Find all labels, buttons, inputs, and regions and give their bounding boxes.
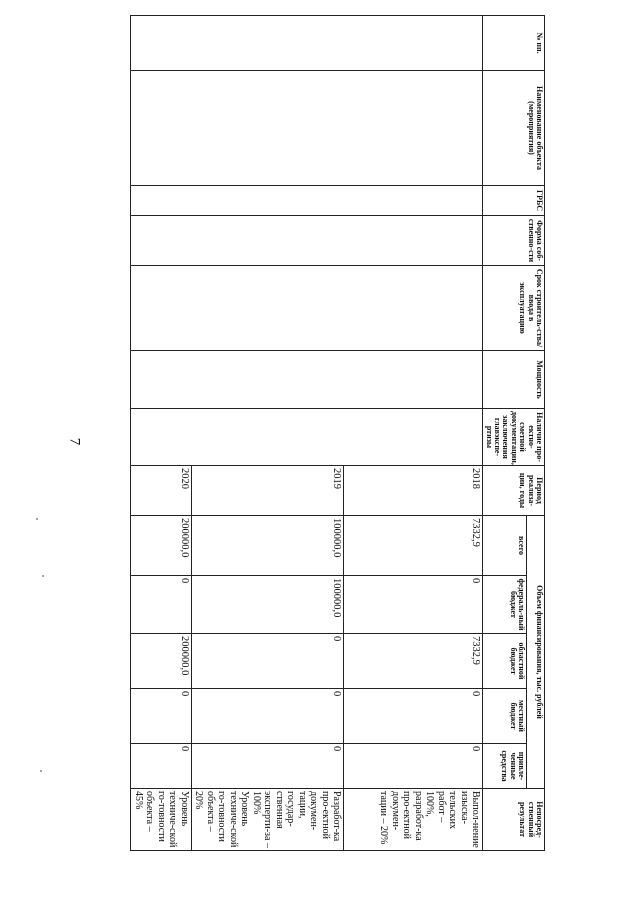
cell-federal: 100000,0	[191, 576, 344, 634]
col-header-total: всего	[483, 516, 527, 576]
col-header-period: Период реализа-ции, годы	[483, 466, 545, 516]
cell-private: 0	[131, 744, 192, 789]
scan-speck	[40, 770, 42, 772]
cell-num	[131, 16, 483, 71]
col-header-local: местный бюджет	[483, 689, 527, 744]
cell-total: 200000,0	[131, 516, 192, 576]
col-header-federal: федераль-ный бюджет	[483, 576, 527, 634]
col-header-regional: областной бюджет	[483, 634, 527, 689]
cell-year: 2020	[131, 466, 192, 516]
page-number: 7	[66, 437, 83, 446]
col-header-grbs: ГРБС	[483, 186, 545, 216]
cell-result: Разработ-ка про-ектной докумен-тации, государ-ственная эксперти-за – 100% Уровень техниче-ской го-товности объекта – 20%	[191, 789, 344, 851]
cell-total: 7332,9	[344, 516, 483, 576]
cell-federal: 0	[131, 576, 192, 634]
table-inner	[85, 15, 545, 848]
cell-result: Выпол-нение изыска-тельских работ – 100%, разработ-ка про-ектной докумен-тации – 20%	[344, 789, 483, 851]
cell-year: 2018	[344, 466, 483, 516]
cell-local: 0	[131, 689, 192, 744]
scan-speck	[42, 575, 44, 577]
cell-local: 0	[191, 689, 344, 744]
col-header-deadline: Срок строитель-ства/ввода в эксплуатацию	[483, 266, 545, 351]
cell-name	[131, 71, 483, 186]
cell-regional: 0	[191, 634, 344, 689]
scan-speck	[36, 518, 38, 520]
cell-year: 2019	[191, 466, 344, 516]
col-header-funding-group: Объем финансирования, тыс. рублей	[527, 516, 545, 789]
cell-private: 0	[191, 744, 344, 789]
cell-federal: 0	[344, 576, 483, 634]
header-row-1	[527, 16, 545, 851]
cell-grbs	[131, 186, 483, 216]
cell-regional: 200000,0	[131, 634, 192, 689]
cell-ownership	[131, 216, 483, 266]
cell-regional: 7332,9	[344, 634, 483, 689]
cell-result: Уровень техниче-ской го-товности объекта – 45%	[131, 789, 192, 851]
cell-total: 100000,0	[191, 516, 344, 576]
col-header-num: № пп.	[483, 16, 545, 71]
col-header-result: Непосред-ственный результат	[483, 789, 545, 851]
col-header-private: привле-ченные средства	[483, 744, 527, 789]
col-header-capacity: Мощность	[483, 351, 545, 409]
table-row	[344, 16, 483, 851]
cell-deadline	[131, 266, 483, 351]
cell-private: 0	[344, 744, 483, 789]
financing-table	[130, 15, 545, 851]
col-header-ownership: Форма соб-ственно-сти	[483, 216, 545, 266]
cell-docs	[131, 409, 483, 466]
table-rotated-wrapper	[85, 15, 545, 848]
col-header-name: Наименование объекта (мероприятия)	[483, 71, 545, 186]
col-header-docs: Наличие про-ектно-сметной документации, заключения главэкспе-ртизы	[483, 409, 545, 466]
cell-local: 0	[344, 689, 483, 744]
cell-capacity	[131, 351, 483, 409]
